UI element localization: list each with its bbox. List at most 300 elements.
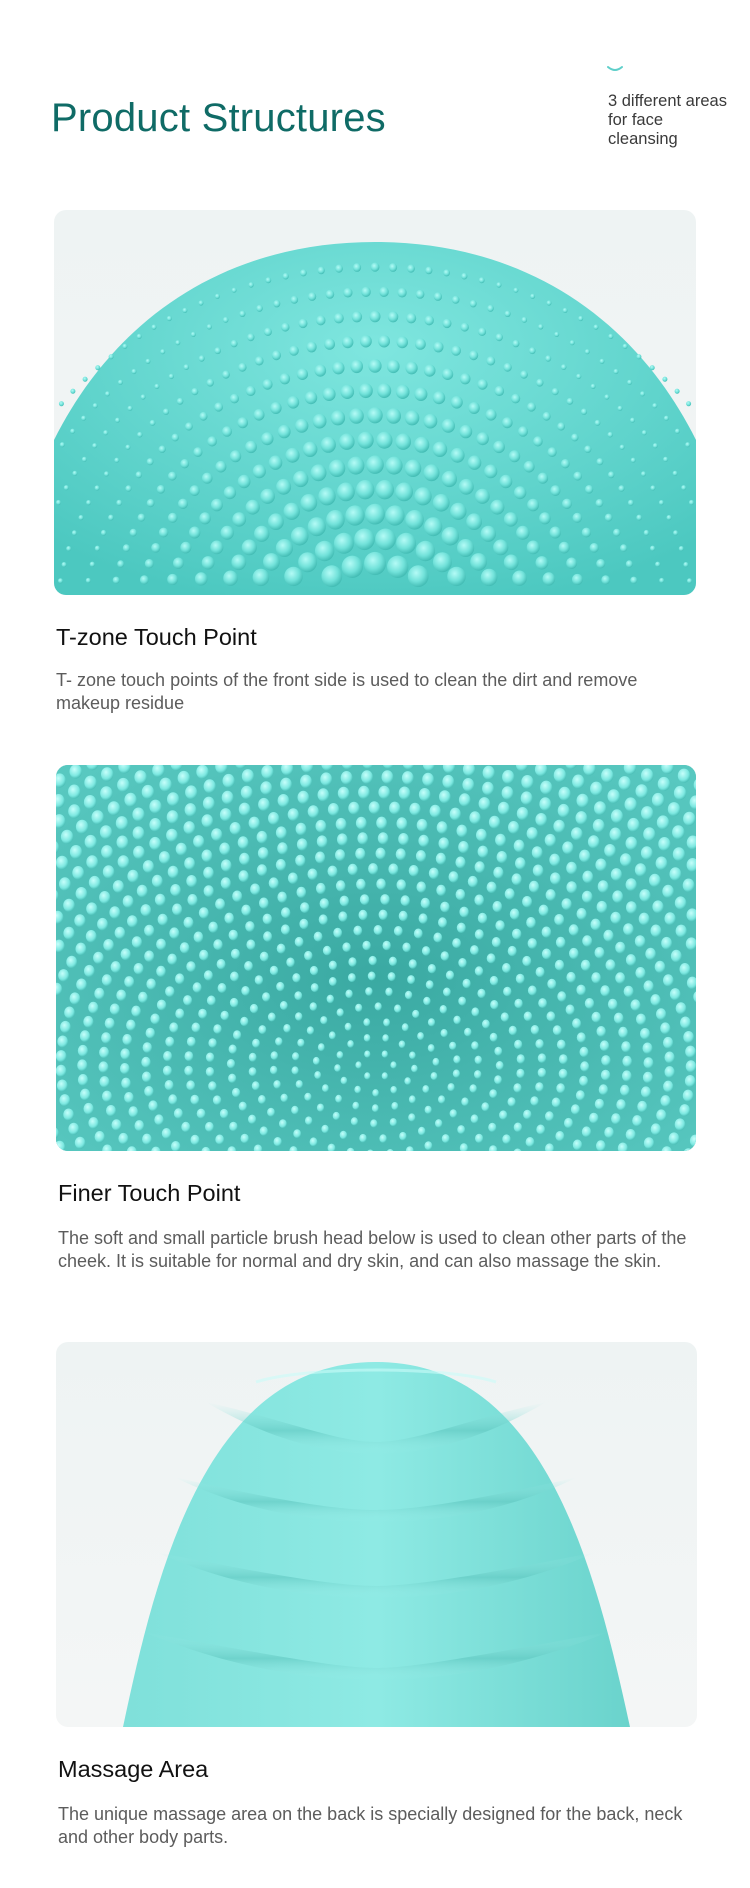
bristle-tip — [683, 879, 695, 893]
brush-nub — [469, 350, 478, 360]
bristle-tip — [149, 818, 161, 832]
bristle-tip — [241, 905, 251, 916]
bristle-tip — [227, 1059, 235, 1068]
bristle-tip — [446, 971, 454, 980]
bristle-tip — [612, 890, 623, 903]
section-description-finer: The soft and small particle brush head below is used to clean other parts of the cheek. It is suitable for normal and dry skin, and can also massage the skin. — [58, 1228, 687, 1271]
brush-nub — [214, 402, 223, 411]
brush-nub — [101, 530, 106, 536]
bristle-tip — [603, 930, 613, 942]
bristle-tip — [286, 958, 294, 968]
bristle-tip — [148, 1100, 157, 1111]
bristle-tip — [368, 972, 376, 981]
bristle-tip — [674, 786, 686, 800]
bristle-tip — [419, 788, 431, 801]
bristle-tip — [163, 1051, 172, 1061]
bristle-tip — [404, 1077, 411, 1085]
bristle-tip — [399, 1132, 406, 1141]
bristle-tip — [149, 837, 161, 850]
brush-nub — [169, 374, 174, 379]
bristle-tip — [162, 1128, 171, 1139]
bristle-tip — [369, 956, 377, 965]
bristle-tip — [470, 945, 479, 955]
bristle-tip — [562, 841, 573, 854]
brush-nub — [352, 311, 362, 322]
bristle-tip — [176, 843, 187, 856]
brush-nub — [332, 362, 344, 375]
bristle-tip — [322, 1084, 329, 1092]
bristle-tip — [409, 865, 419, 876]
bristle-tip — [316, 883, 326, 894]
bristle-tip — [521, 791, 533, 805]
bristle-tip — [316, 820, 327, 833]
brush-nub — [211, 499, 223, 512]
bristle-tip — [340, 1131, 347, 1140]
bristle-tip — [215, 898, 225, 909]
bristle-tip — [680, 963, 691, 976]
bristle-tip — [651, 925, 662, 938]
brush-nub — [386, 408, 401, 424]
bristle-tip — [70, 845, 82, 859]
brush-nub — [548, 447, 557, 457]
bristle-tip — [631, 999, 641, 1010]
bristle-tip — [528, 986, 537, 996]
bristle-tip — [615, 972, 625, 983]
bristle-tip — [364, 1051, 370, 1058]
brush-nub — [230, 394, 239, 404]
brush-nub — [300, 494, 317, 512]
bristle-tip — [348, 864, 358, 875]
brush-nub — [223, 317, 229, 323]
bristle-tip — [60, 1021, 71, 1033]
bristle-tip — [582, 871, 593, 884]
brush-nub — [145, 559, 154, 568]
bristle-tip — [523, 1110, 531, 1120]
brush-nub — [520, 371, 528, 379]
brush-nub — [305, 391, 317, 404]
section-heading-t-zone: T-zone Touch Point — [56, 624, 257, 650]
bristle-tip — [372, 1104, 379, 1112]
bristle-tip — [582, 891, 593, 903]
bristle-tip — [142, 785, 154, 799]
brush-nub — [496, 282, 501, 288]
brush-nub — [457, 539, 474, 557]
bristle-tip — [435, 1119, 442, 1128]
bristle-tip — [222, 791, 234, 805]
bristle-tip — [462, 778, 474, 792]
brush-nub — [222, 426, 232, 437]
bristle-tip — [569, 924, 579, 935]
brush-nub — [547, 300, 552, 305]
brush-nub — [605, 514, 613, 522]
brush-nub — [321, 565, 342, 587]
brush-nub — [516, 526, 529, 540]
bristle-tip — [270, 1066, 277, 1075]
bristle-tip — [297, 887, 307, 898]
bristle-tip — [503, 987, 511, 997]
bristle-tip — [141, 1057, 150, 1068]
bristle-tip — [204, 779, 216, 793]
brush-nub — [679, 546, 684, 551]
bristle-tip — [477, 989, 485, 998]
bristle-tip — [547, 979, 556, 989]
bristle-tip — [478, 846, 489, 858]
bristle-tip — [676, 1002, 687, 1014]
bristle-tip — [553, 1025, 562, 1035]
bristle-tip — [84, 1103, 94, 1115]
bristle-tip — [187, 894, 197, 906]
bristle-tip — [591, 919, 601, 931]
bristle-tip — [663, 1081, 673, 1093]
brush-nub — [509, 450, 520, 462]
brush-nub — [199, 512, 211, 524]
bristle-tip — [257, 864, 267, 876]
bristle-tip — [218, 983, 227, 993]
bristle-tip — [610, 828, 622, 842]
bristle-tip — [211, 828, 222, 841]
bristle-tip — [320, 898, 329, 909]
bristle-tip — [554, 914, 564, 925]
bristle-tip — [143, 1042, 152, 1053]
bristle-tip — [651, 1123, 661, 1135]
bristle-tip — [317, 835, 328, 847]
bristle-tip — [626, 954, 636, 966]
bristle-tip — [142, 1134, 152, 1145]
brush-nub — [447, 567, 466, 586]
bristle-tip — [422, 773, 434, 787]
bristle-tip — [86, 930, 97, 943]
bristle-tip — [257, 831, 268, 844]
bristle-tip — [78, 1045, 88, 1057]
bristle-tip — [517, 1054, 525, 1063]
brush-nub — [367, 407, 382, 423]
brush-nub — [398, 288, 407, 298]
bristle-tip — [292, 973, 300, 982]
brush-nub — [416, 541, 435, 561]
bristle-tip — [470, 1084, 477, 1093]
bristle-tip — [203, 797, 215, 811]
bristle-tip — [198, 1009, 207, 1019]
brush-nub — [215, 461, 226, 473]
bristle-tip — [149, 800, 161, 814]
brush-nub — [108, 515, 114, 521]
bristle-tip — [579, 1076, 588, 1086]
bristle-tip — [101, 1032, 111, 1043]
bristle-tip — [267, 1108, 275, 1117]
brush-nub — [83, 377, 88, 382]
bristle-tip — [610, 912, 621, 924]
bristle-tip — [329, 977, 337, 986]
bristle-tip — [635, 863, 647, 876]
brush-nub — [687, 578, 692, 583]
brush-nub — [342, 556, 363, 578]
bristle-tip — [411, 1065, 418, 1073]
brush-nub — [230, 450, 241, 462]
brush-nub — [550, 485, 560, 496]
brush-nub — [572, 574, 583, 585]
brush-nub — [490, 500, 504, 515]
bristle-tip — [68, 1123, 79, 1135]
bristle-tip — [632, 1115, 642, 1126]
bristle-tip — [239, 1102, 247, 1111]
bristle-tip — [99, 1061, 109, 1072]
brush-nub — [270, 402, 281, 414]
bristle-tip — [641, 806, 653, 820]
bristle-tip — [590, 782, 602, 796]
brush-nub — [308, 292, 316, 301]
brush-nub — [442, 368, 453, 380]
page-title: Product Structures — [51, 96, 386, 140]
brush-nub — [667, 515, 672, 520]
brush-nub — [64, 485, 69, 490]
brush-nub — [269, 456, 283, 470]
bristle-tip — [308, 869, 318, 880]
brush-nub — [95, 365, 100, 370]
brush-nub — [190, 485, 200, 496]
bristle-tip — [663, 1037, 673, 1049]
brush-nub — [199, 355, 205, 361]
bristle-tip — [595, 859, 606, 872]
brush-nub — [689, 500, 694, 505]
bristle-tip — [572, 1018, 581, 1028]
bristle-tip — [402, 771, 414, 785]
bristle-tip — [358, 786, 370, 799]
brush-nub — [354, 529, 375, 551]
brush-nub — [334, 313, 344, 323]
brush-nub — [70, 429, 75, 434]
brush-nub — [291, 527, 309, 546]
bristle-tip — [292, 1052, 299, 1060]
brush-nub — [416, 290, 425, 299]
bristle-tip — [475, 929, 484, 939]
bristle-tip — [554, 768, 566, 782]
bristle-tip — [597, 1026, 606, 1037]
bristle-tip — [274, 1137, 282, 1146]
brush-nub — [261, 432, 273, 445]
brush-nub — [81, 416, 86, 421]
bristle-tip — [442, 775, 454, 789]
bristle-tip — [394, 926, 403, 936]
bristle-tip — [174, 1108, 183, 1118]
brush-nub — [424, 414, 438, 429]
bristle-tip — [220, 1109, 228, 1119]
brush-nub — [253, 569, 270, 586]
bristle-tip — [241, 1134, 249, 1144]
brush-nub — [451, 346, 461, 356]
bristle-tip — [582, 935, 592, 946]
bristle-tip — [421, 898, 430, 909]
bristle-tip — [495, 834, 506, 847]
bristle-tip — [668, 802, 680, 816]
bristle-tip — [152, 875, 163, 888]
bristle-tip — [592, 1012, 601, 1023]
brush-nub — [514, 486, 526, 499]
bristle-tip — [129, 1106, 139, 1117]
bristle-tip — [215, 1135, 224, 1145]
bristle-tip — [167, 954, 177, 965]
bristle-tip — [262, 992, 270, 1001]
brush-nub — [378, 335, 390, 347]
bristle-tip — [527, 827, 538, 840]
bristle-tip — [364, 1072, 370, 1079]
bristle-tip — [453, 1070, 460, 1078]
bristle-tip — [355, 848, 365, 860]
brush-nub — [128, 406, 133, 411]
bristle-tip — [213, 939, 222, 950]
brush-nub — [321, 437, 336, 453]
bristle-tip — [276, 826, 287, 839]
bristle-tip — [260, 781, 272, 795]
brush-nub — [433, 494, 450, 512]
bristle-tip — [116, 990, 126, 1001]
bristle-tip — [627, 818, 639, 832]
bristle-tip — [317, 1104, 324, 1112]
bristle-tip — [165, 986, 174, 997]
bristle-tip — [221, 859, 232, 871]
bristle-tip — [539, 797, 551, 811]
brush-nub — [461, 323, 469, 332]
bristle-tip — [202, 814, 214, 827]
bristle-tip — [313, 1057, 320, 1065]
bristle-tip — [538, 998, 547, 1008]
bristle-tip — [552, 1098, 561, 1108]
bristle-tip — [333, 928, 342, 938]
brush-nub — [636, 354, 641, 359]
bristle-tip — [425, 1141, 433, 1150]
bristle-tip — [276, 859, 286, 871]
bristle-tip — [643, 827, 655, 841]
bristle-tip — [183, 995, 192, 1005]
bristle-tip — [471, 1007, 479, 1016]
bristle-tip — [409, 1052, 416, 1060]
bristle-tip — [336, 880, 346, 891]
bristle-tip — [169, 927, 179, 938]
bristle-tip — [604, 844, 616, 857]
brush-nub — [376, 480, 394, 499]
bristle-tip — [121, 948, 131, 960]
bristle-tip — [600, 1040, 609, 1051]
bristle-tip — [616, 1099, 626, 1110]
bristle-tip — [348, 802, 359, 815]
bristle-tip — [580, 1061, 589, 1071]
bristle-tip — [657, 815, 669, 829]
bristle-tip — [345, 990, 352, 999]
brush-nub — [207, 379, 214, 387]
bristle-tip — [281, 907, 290, 918]
brush-nub — [318, 267, 325, 275]
brush-nub — [254, 409, 265, 421]
brush-nub — [193, 447, 202, 457]
bristle-tip — [56, 1065, 66, 1077]
brush-nub — [232, 512, 246, 526]
bristle-tip — [157, 1000, 166, 1011]
bristle-tip — [333, 1112, 340, 1120]
bristle-tip — [259, 898, 269, 909]
bristle-tip — [671, 950, 682, 963]
bristle-tip — [341, 771, 353, 785]
brush-nub — [237, 417, 248, 428]
bristle-tip — [478, 913, 487, 924]
brush-nub — [59, 401, 64, 406]
bristle-tip — [494, 1047, 502, 1056]
bristle-tip — [398, 833, 409, 845]
brush-nub — [316, 315, 325, 325]
brush-nub — [407, 265, 415, 273]
brush-nub — [137, 334, 142, 339]
bristle-tip — [532, 846, 543, 859]
bristle-tip — [219, 843, 230, 856]
brush-nub — [620, 544, 627, 552]
bristle-tip — [150, 1014, 159, 1025]
bristle-tip — [591, 972, 601, 983]
bristle-tip — [159, 851, 170, 864]
bristle-tip — [678, 769, 690, 783]
brush-nub — [331, 410, 345, 425]
bristle-tip — [429, 868, 439, 879]
bristle-tip — [283, 1024, 290, 1033]
bristle-tip — [626, 878, 637, 891]
bristle-tip — [61, 830, 73, 844]
brush-nub — [356, 480, 374, 499]
bristle-tip — [101, 845, 113, 859]
bristle-tip — [390, 1061, 396, 1068]
bristle-tip — [86, 855, 98, 869]
brush-nub — [683, 562, 688, 567]
bristle-tip — [246, 940, 255, 950]
bristle-tip — [84, 776, 96, 790]
bristle-tip — [336, 818, 347, 831]
bristle-tip — [68, 785, 80, 799]
bristle-tip — [100, 786, 112, 800]
bristle-tip — [490, 1000, 498, 1009]
brush-nub — [72, 471, 77, 476]
bristle-tip — [168, 866, 179, 879]
bristle-tip — [340, 896, 349, 907]
bristle-tip — [249, 1067, 257, 1076]
bristle-tip — [258, 847, 269, 859]
bristle-tip — [471, 1114, 479, 1123]
bristle-tip — [498, 802, 510, 815]
bristle-tip — [407, 975, 415, 984]
brush-nub — [539, 512, 551, 524]
bristle-tip — [178, 771, 190, 785]
brush-nub — [262, 379, 272, 390]
bristle-tip — [482, 782, 494, 796]
bristle-tip — [305, 1116, 312, 1125]
brush-nub — [536, 379, 543, 387]
bristle-tip — [133, 826, 145, 840]
bristle-tip — [300, 775, 312, 789]
bristle-tip — [663, 974, 674, 986]
bristle-tip — [686, 1060, 696, 1072]
brush-nub — [477, 379, 487, 390]
bristle-tip — [440, 1005, 447, 1014]
bristle-tip — [514, 1040, 522, 1049]
brush-nub — [93, 403, 98, 408]
bristle-tip — [577, 908, 587, 920]
bristle-tip — [66, 956, 77, 969]
brush-nub — [140, 575, 149, 584]
bristle-tip — [261, 765, 273, 779]
brush-nub — [308, 517, 326, 536]
bristle-tip — [661, 937, 672, 950]
bristle-tip — [353, 926, 362, 936]
bristle-tip — [126, 1020, 136, 1031]
brush-nub — [379, 287, 389, 297]
bristle-tip — [658, 837, 670, 851]
bristle-tip — [376, 879, 386, 890]
brush-nub — [664, 416, 669, 421]
